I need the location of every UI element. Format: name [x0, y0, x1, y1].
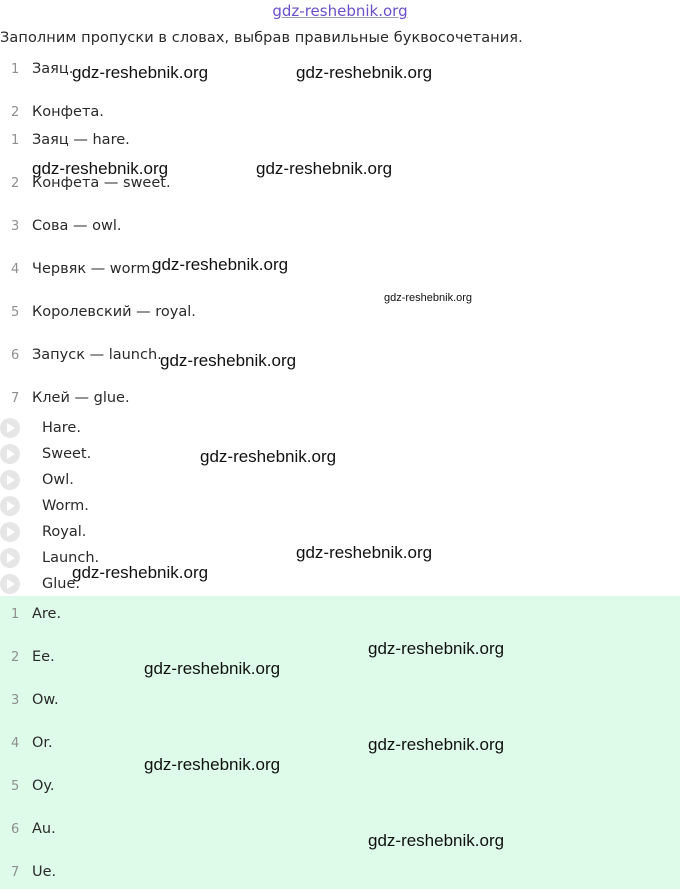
translation-text: Червяк — worm. — [32, 261, 155, 277]
answer-text: Au. — [32, 821, 56, 837]
translation-text: Сова — owl. — [32, 218, 122, 234]
watermark: gdz-reshebnik.org — [368, 735, 505, 754]
instruction-text: Заполним пропуски в словах, выбрав правильные буквосочетания. — [0, 30, 523, 46]
play-icon[interactable] — [0, 418, 20, 438]
translation-text: Конфета — sweet. — [32, 175, 171, 191]
audio-word: Royal. — [42, 524, 87, 540]
answer-number: 5 — [11, 779, 20, 794]
answer-number: 2 — [11, 650, 20, 665]
play-icon[interactable] — [0, 444, 20, 464]
answer-number: 1 — [11, 607, 20, 622]
watermark: gdz-reshebnik.org — [368, 639, 505, 658]
watermark: gdz-reshebnik.org — [296, 543, 433, 562]
translation-number: 1 — [11, 133, 20, 148]
answer-text: Or. — [32, 735, 53, 751]
watermark: gdz-reshebnik.org — [296, 63, 433, 82]
answer-text: Are. — [32, 606, 62, 622]
answer-text: Ow. — [32, 692, 59, 708]
audio-word: Glue. — [42, 576, 80, 592]
answer-number: 3 — [11, 693, 20, 708]
translation-text: Запуск — launch. — [32, 347, 162, 363]
translation-number: 2 — [11, 176, 20, 191]
answer-number: 4 — [11, 736, 20, 751]
translation-number: 6 — [11, 348, 20, 363]
watermark: gdz-reshebnik.org — [384, 292, 473, 304]
watermark: gdz-reshebnik.org — [200, 447, 337, 466]
play-icon[interactable] — [0, 574, 20, 594]
watermark: gdz-reshebnik.org — [144, 755, 281, 774]
audio-word: Owl. — [42, 472, 74, 488]
answer-text: Oy. — [32, 778, 55, 794]
translation-text: Королевский — royal. — [32, 304, 196, 320]
watermark: gdz-reshebnik.org — [152, 255, 289, 274]
watermark: gdz-reshebnik.org — [72, 563, 209, 582]
watermark: gdz-reshebnik.org — [256, 159, 393, 178]
answer-text: Ue. — [32, 864, 57, 880]
translation-number: 5 — [11, 305, 20, 320]
audio-word: Launch. — [42, 550, 100, 566]
word-text: Конфета. — [32, 104, 104, 120]
play-icon[interactable] — [0, 470, 20, 490]
site-header-link[interactable]: gdz-reshebnik.org — [272, 2, 408, 20]
translation-number: 3 — [11, 219, 20, 234]
play-icon[interactable] — [0, 496, 20, 516]
watermark: gdz-reshebnik.org — [72, 63, 209, 82]
translation-number: 7 — [11, 391, 20, 406]
word-number: 1 — [11, 62, 20, 77]
audio-word: Hare. — [42, 420, 81, 436]
answer-panel — [0, 596, 680, 889]
translation-text: Заяц — hare. — [32, 132, 130, 148]
answer-text: Ee. — [32, 649, 55, 665]
answer-number: 6 — [11, 822, 20, 837]
word-text: Заяц. — [32, 61, 74, 77]
watermark: gdz-reshebnik.org — [144, 659, 281, 678]
audio-word: Worm. — [42, 498, 89, 514]
translation-text: Клей — glue. — [32, 390, 130, 406]
watermark: gdz-reshebnik.org — [368, 831, 505, 850]
play-icon[interactable] — [0, 548, 20, 568]
translation-number: 4 — [11, 262, 20, 277]
answer-number: 7 — [11, 865, 20, 880]
word-number: 2 — [11, 105, 20, 120]
watermark: gdz-reshebnik.org — [32, 159, 169, 178]
play-icon[interactable] — [0, 522, 20, 542]
watermark: gdz-reshebnik.org — [160, 351, 297, 370]
audio-word: Sweet. — [42, 446, 92, 462]
